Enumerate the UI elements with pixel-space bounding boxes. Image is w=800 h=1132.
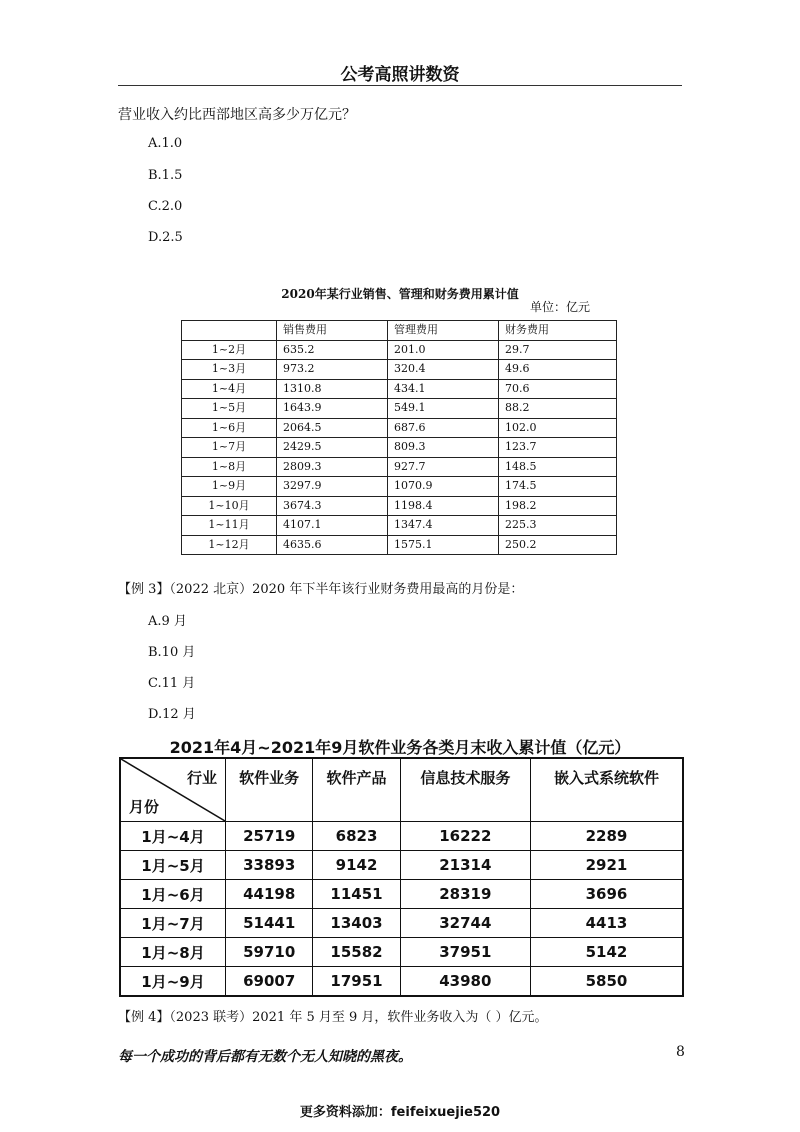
table-cell: 59710: [226, 938, 313, 967]
table-cell: 3674.3: [277, 496, 388, 516]
table-cell: 70.6: [499, 379, 617, 399]
question-text: 营业收入约比西部地区高多少万亿元？: [118, 107, 356, 123]
option-a: A.1.0: [148, 136, 183, 151]
table-cell: 687.6: [388, 418, 499, 438]
table-cell: 2809.3: [277, 457, 388, 477]
table-cell: 1~5月: [182, 399, 277, 419]
table-cell: 4635.6: [277, 535, 388, 555]
header-cell: 销售费用: [277, 321, 388, 341]
table-cell: 809.3: [388, 438, 499, 458]
table-cell: 1643.9: [277, 399, 388, 419]
table-cell: 1575.1: [388, 535, 499, 555]
table-cell: 201.0: [388, 340, 499, 360]
table-cell: 174.5: [499, 477, 617, 497]
table-header-row: [120, 758, 683, 822]
table-cell: 250.2: [499, 535, 617, 555]
table-row: [182, 418, 617, 438]
table-cell: 5850: [530, 967, 683, 997]
table1-unit: 单位：亿元: [530, 300, 591, 314]
table-cell: 3297.9: [277, 477, 388, 497]
header-divider: [118, 85, 682, 86]
table-cell: 2289: [530, 822, 683, 851]
header-cell: 管理费用: [388, 321, 499, 341]
table-cell: 123.7: [499, 438, 617, 458]
header-cell: 财务费用: [499, 321, 617, 341]
table-row: [182, 535, 617, 555]
page-number: 8: [676, 1044, 685, 1060]
table-cell: 13403: [313, 909, 400, 938]
table-cell: 225.3: [499, 516, 617, 536]
table-cell: 5142: [530, 938, 683, 967]
table-cell: 1月~7月: [120, 909, 226, 938]
table-cell: 1月~6月: [120, 880, 226, 909]
option-b: B.1.5: [148, 168, 183, 183]
table-cell: 1347.4: [388, 516, 499, 536]
table-cell: 1~4月: [182, 379, 277, 399]
table-cell: 11451: [313, 880, 400, 909]
table-cell: 1~10月: [182, 496, 277, 516]
table-cell: 37951: [400, 938, 530, 967]
software-revenue-table: [119, 757, 684, 997]
example3-option-b: B.10 月: [148, 645, 196, 660]
table-cell: 102.0: [499, 418, 617, 438]
table-cell: 21314: [400, 851, 530, 880]
example4-text: 【例 4】（2023 联考）2021 年 5 月至 9 月，软件业务收入为（ ）亿元。: [118, 1010, 548, 1025]
table-cell: 1198.4: [388, 496, 499, 516]
table-cell: 1070.9: [388, 477, 499, 497]
table-cell: 32744: [400, 909, 530, 938]
table-cell: 1310.8: [277, 379, 388, 399]
table-cell: 320.4: [388, 360, 499, 380]
table-cell: 17951: [313, 967, 400, 997]
table-row: [120, 909, 683, 938]
table-cell: 927.7: [388, 457, 499, 477]
table-cell: 9142: [313, 851, 400, 880]
table-row: [182, 360, 617, 380]
table-cell: 1月~4月: [120, 822, 226, 851]
table-cell: 434.1: [388, 379, 499, 399]
example3-option-d: D.12 月: [148, 707, 196, 722]
table-cell: 16222: [400, 822, 530, 851]
table-cell: 28319: [400, 880, 530, 909]
table2-title: 2021年4月~2021年9月软件业务各类月末收入累计值（亿元）: [169, 738, 631, 757]
table-cell: 1月~9月: [120, 967, 226, 997]
header-cell: 信息技术服务: [400, 758, 530, 822]
table-cell: 1~2月: [182, 340, 277, 360]
table-cell: 1~8月: [182, 457, 277, 477]
table-cell: 49.6: [499, 360, 617, 380]
option-d: D.2.5: [148, 230, 183, 245]
table-cell: 1~3月: [182, 360, 277, 380]
table-header-row: [182, 321, 617, 341]
table-cell: 1月~8月: [120, 938, 226, 967]
table-cell: 1月~5月: [120, 851, 226, 880]
table-row: [120, 880, 683, 909]
table-cell: 29.7: [499, 340, 617, 360]
table-cell: 1~12月: [182, 535, 277, 555]
table-cell: 2921: [530, 851, 683, 880]
table-cell: 1~9月: [182, 477, 277, 497]
table-row: [182, 477, 617, 497]
table-cell: 973.2: [277, 360, 388, 380]
table-cell: 4413: [530, 909, 683, 938]
table-cell: 15582: [313, 938, 400, 967]
more-info-text: 更多资料添加：feifeixuejie520: [299, 1105, 501, 1120]
header-cell: 嵌入式系统软件: [530, 758, 683, 822]
corner-label-month: 月份: [129, 798, 160, 816]
table-cell: 43980: [400, 967, 530, 997]
header-cell: 软件业务: [226, 758, 313, 822]
table-row: [120, 851, 683, 880]
table-cell: 635.2: [277, 340, 388, 360]
table1-title: 2020年某行业销售、管理和财务费用累计值: [281, 287, 519, 301]
table-cell: 2429.5: [277, 438, 388, 458]
header-cell: 软件产品: [313, 758, 400, 822]
table-cell: 4107.1: [277, 516, 388, 536]
table-row: [120, 822, 683, 851]
table-row: [182, 340, 617, 360]
table-cell: 2064.5: [277, 418, 388, 438]
example3-option-a: A.9 月: [148, 614, 187, 629]
table-cell: 44198: [226, 880, 313, 909]
corner-label-industry: 行业: [186, 769, 217, 787]
header-cell: [182, 321, 277, 341]
table-cell: 1~11月: [182, 516, 277, 536]
table-row: [182, 399, 617, 419]
expense-table: [181, 320, 617, 555]
table-cell: 88.2: [499, 399, 617, 419]
table-cell: 25719: [226, 822, 313, 851]
table-cell: 3696: [530, 880, 683, 909]
table-cell: 33893: [226, 851, 313, 880]
corner-header-cell: [120, 758, 226, 822]
table-cell: 1~7月: [182, 438, 277, 458]
table-cell: 198.2: [499, 496, 617, 516]
table-cell: 1~6月: [182, 418, 277, 438]
table-row: [182, 438, 617, 458]
table-row: [182, 457, 617, 477]
table-cell: 6823: [313, 822, 400, 851]
table-cell: 148.5: [499, 457, 617, 477]
table-cell: 549.1: [388, 399, 499, 419]
table-cell: 69007: [226, 967, 313, 997]
example3-option-c: C.11 月: [148, 676, 196, 691]
option-c: C.2.0: [148, 199, 183, 214]
table-row: [182, 516, 617, 536]
table-row: [120, 938, 683, 967]
page-header-title: 公考高照讲数资: [340, 65, 460, 85]
table-cell: 51441: [226, 909, 313, 938]
example3-text: 【例 3】（2022 北京）2020 年下半年该行业财务费用最高的月份是：: [118, 582, 524, 597]
table-row: [182, 496, 617, 516]
footer-motto: 每一个成功的背后都有无数个无人知晓的黑夜。: [118, 1049, 412, 1065]
table-row: [120, 967, 683, 997]
table-row: [182, 379, 617, 399]
